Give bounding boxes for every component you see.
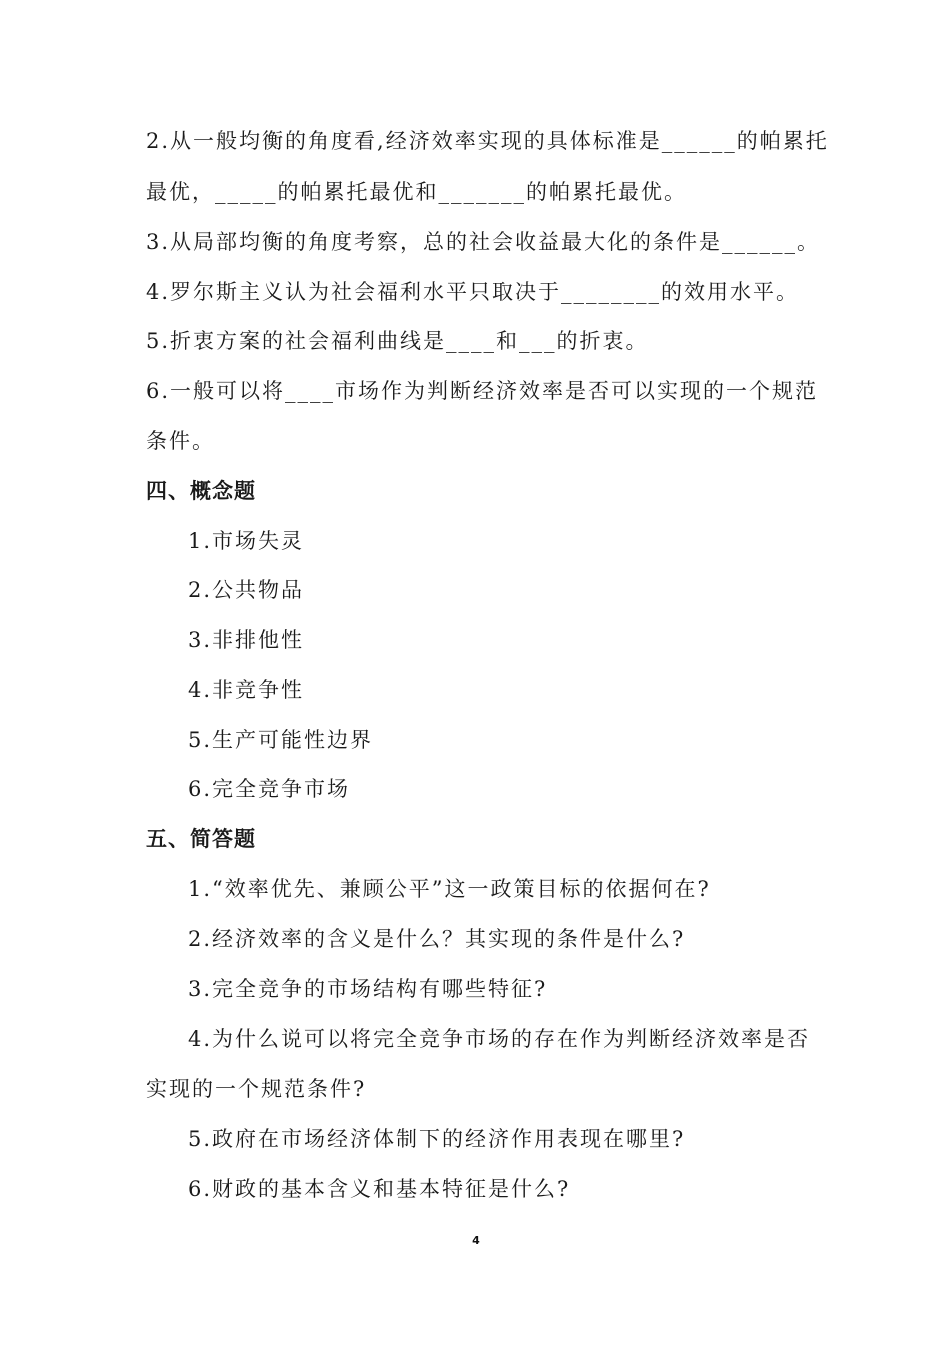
concepts-section-heading: 四、概念题 [146, 479, 256, 503]
short-answer-section-heading: 五、简答题 [146, 827, 256, 851]
concept-item: 5.生产可能性边界 [188, 728, 374, 752]
concept-item: 3.非排他性 [188, 628, 305, 652]
concept-item: 6.完全竞争市场 [188, 777, 351, 801]
concept-item: 1.市场失灵 [188, 529, 305, 553]
short-answer-question-1: 1.“效率优先、兼顾公平”这一政策目标的依据何在? [188, 877, 711, 901]
fill-blank-question-6-line-2: 条件。 [146, 429, 215, 453]
short-answer-question-5: 5.政府在市场经济体制下的经济作用表现在哪里? [188, 1127, 686, 1151]
short-answer-question-2: 2.经济效率的含义是什么？其实现的条件是什么? [188, 927, 686, 951]
fill-blank-question-2-line-1: 2.从一般均衡的角度看,经济效率实现的具体标准是______的帕累托 [146, 129, 829, 153]
page-number: 4 [472, 1234, 480, 1247]
fill-blank-question-5: 5.折衷方案的社会福利曲线是____和___的折衷。 [146, 329, 649, 353]
fill-blank-question-2-line-2: 最优，_____的帕累托最优和_______的帕累托最优。 [146, 180, 687, 204]
fill-blank-question-4: 4.罗尔斯主义认为社会福利水平只取决于________的效用水平。 [146, 280, 800, 304]
short-answer-question-3: 3.完全竞争的市场结构有哪些特征? [188, 977, 548, 1001]
short-answer-question-4-line-2: 实现的一个规范条件? [146, 1077, 367, 1101]
fill-blank-question-6-line-1: 6.一般可以将____市场作为判断经济效率是否可以实现的一个规范 [146, 379, 819, 403]
short-answer-question-4-line-1: 4.为什么说可以将完全竞争市场的存在作为判断经济效率是否 [188, 1027, 811, 1051]
concept-item: 4.非竞争性 [188, 678, 305, 702]
concept-item: 2.公共物品 [188, 578, 305, 602]
short-answer-question-6: 6.财政的基本含义和基本特征是什么? [188, 1177, 571, 1201]
fill-blank-question-3: 3.从局部均衡的角度考察，总的社会收益最大化的条件是______。 [146, 230, 821, 254]
